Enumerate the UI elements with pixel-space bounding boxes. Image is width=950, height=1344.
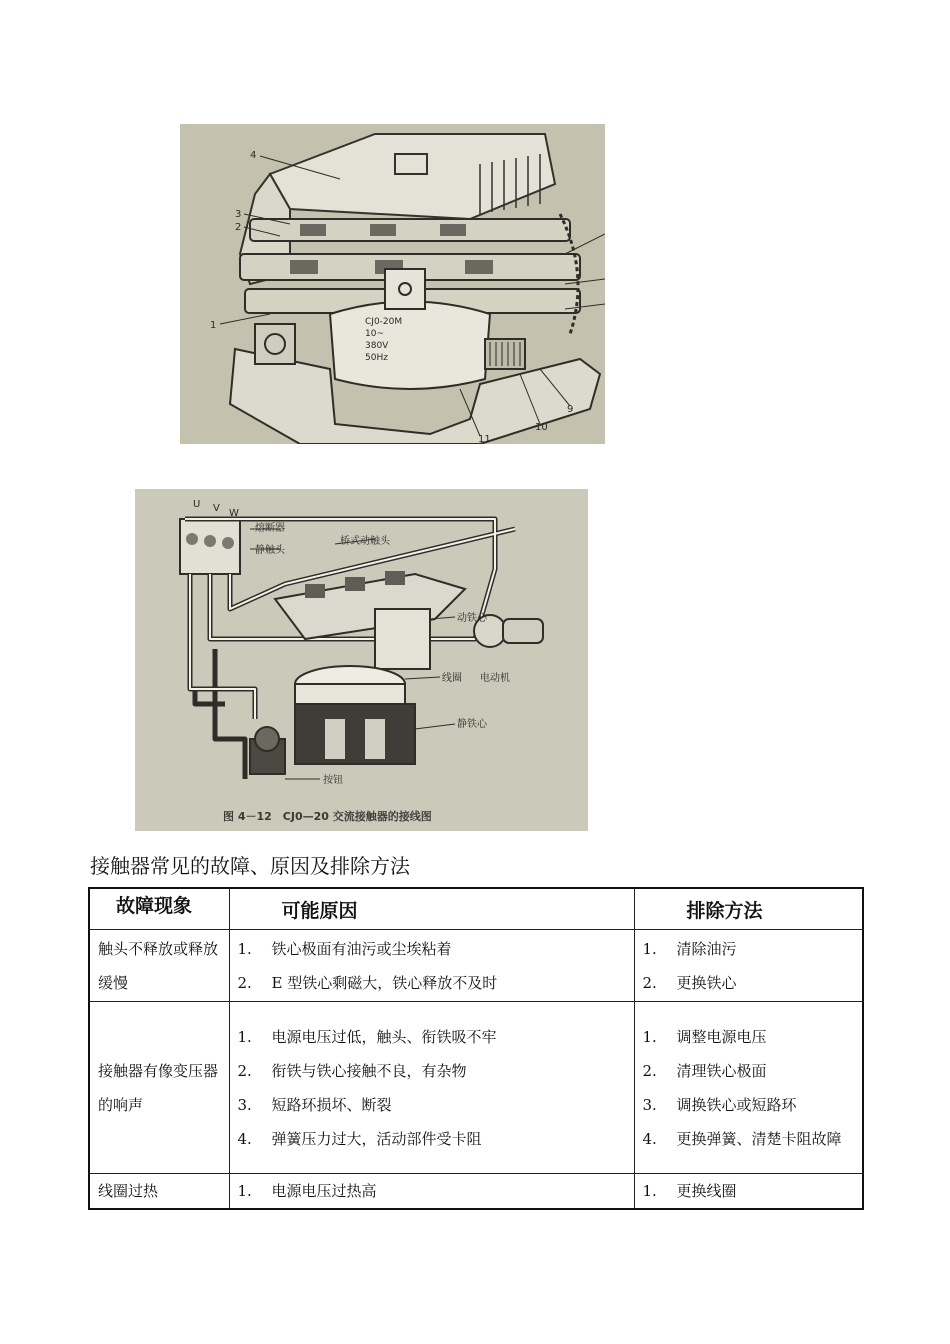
svg-text:CJ0-20M: CJ0-20M — [365, 317, 403, 327]
cause-cell — [229, 1002, 634, 1174]
remedy-cell — [634, 1174, 863, 1210]
svg-text:4: 4 — [250, 150, 257, 161]
svg-text:静铁心: 静铁心 — [457, 719, 487, 730]
list-item: 1. 更换线圈 — [642, 1182, 737, 1200]
svg-text:10: 10 — [535, 422, 548, 433]
symptom-cell — [89, 930, 229, 1002]
svg-text:9: 9 — [567, 404, 574, 415]
figure2-caption: 图 4－12 CJ0—20 交流接触器的接线图 — [223, 810, 432, 823]
symptom-text: 线圈过热 — [98, 1182, 159, 1200]
svg-text:2: 2 — [235, 222, 242, 233]
svg-text:50Hz: 50Hz — [365, 353, 388, 363]
wiring-diagram-drawing — [135, 489, 588, 831]
header-remedy: 排除方法 — [634, 888, 863, 930]
list-item: 4. 弹簧压力过大，活动部件受卡阻 — [237, 1129, 482, 1148]
svg-text:熔断器: 熔断器 — [255, 523, 285, 534]
list-item: 2. 清理铁心极面 — [642, 1061, 767, 1080]
svg-text:按钮: 按钮 — [323, 775, 343, 786]
list-item: 1. 调整电源电压 — [642, 1027, 767, 1046]
svg-text:电动机: 电动机 — [480, 673, 510, 684]
symptom-cell — [89, 1002, 229, 1174]
symptom-text: 触头不释放或释放缓慢 — [98, 939, 219, 992]
table-row — [89, 1174, 863, 1210]
list-item: 1. 电源电压过低，触头、衔铁吸不牢 — [237, 1027, 497, 1046]
cause-cell — [229, 1174, 634, 1210]
svg-text:3: 3 — [235, 209, 242, 220]
header-symptom: 故障现象 — [89, 888, 229, 930]
table-header-row — [89, 888, 863, 930]
list-item: 1. 铁心极面有油污或尘埃粘着 — [237, 939, 452, 958]
header-cause: 可能原因 — [229, 888, 634, 930]
svg-text:静触头: 静触头 — [255, 545, 285, 556]
svg-text:W: W — [229, 508, 239, 519]
cause-cell — [229, 930, 634, 1002]
contactor-structure-photo — [180, 124, 605, 444]
svg-text:10~: 10~ — [365, 329, 384, 339]
list-item: 1. 清除油污 — [642, 939, 737, 958]
list-item: 2. 衔铁与铁心接触不良，有杂物 — [237, 1061, 467, 1080]
svg-text:1: 1 — [210, 320, 217, 331]
table-row — [89, 930, 863, 1002]
svg-text:U: U — [193, 499, 201, 510]
svg-text:桥式动触头: 桥式动触头 — [340, 536, 390, 547]
section-title: 接触器常见的故障、原因及排除方法 — [90, 854, 410, 878]
contactor-structure-drawing — [180, 124, 605, 444]
list-item: 1. 电源电压过热高 — [237, 1182, 377, 1200]
symptom-cell — [89, 1174, 229, 1210]
remedy-cell — [634, 930, 863, 1002]
remedy-cell — [634, 1002, 863, 1174]
svg-text:线圈: 线圈 — [442, 673, 462, 684]
list-item: 3. 短路环损坏、断裂 — [237, 1095, 392, 1114]
svg-text:动铁心: 动铁心 — [457, 613, 487, 624]
table-row — [89, 1002, 863, 1174]
fault-table — [88, 887, 864, 1210]
symptom-text: 接触器有像变压器的响声 — [98, 1061, 219, 1114]
list-item: 2. 更换铁心 — [642, 973, 737, 992]
list-item: 2. E 型铁心剩磁大，铁心释放不及时 — [237, 973, 498, 992]
svg-text:11: 11 — [478, 434, 491, 444]
svg-text:380V: 380V — [365, 341, 389, 351]
list-item: 3. 调换铁心或短路环 — [642, 1095, 797, 1114]
svg-text:V: V — [213, 503, 220, 514]
wiring-diagram-photo — [135, 489, 588, 831]
list-item: 4. 更换弹簧、清楚卡阻故障 — [642, 1129, 842, 1148]
